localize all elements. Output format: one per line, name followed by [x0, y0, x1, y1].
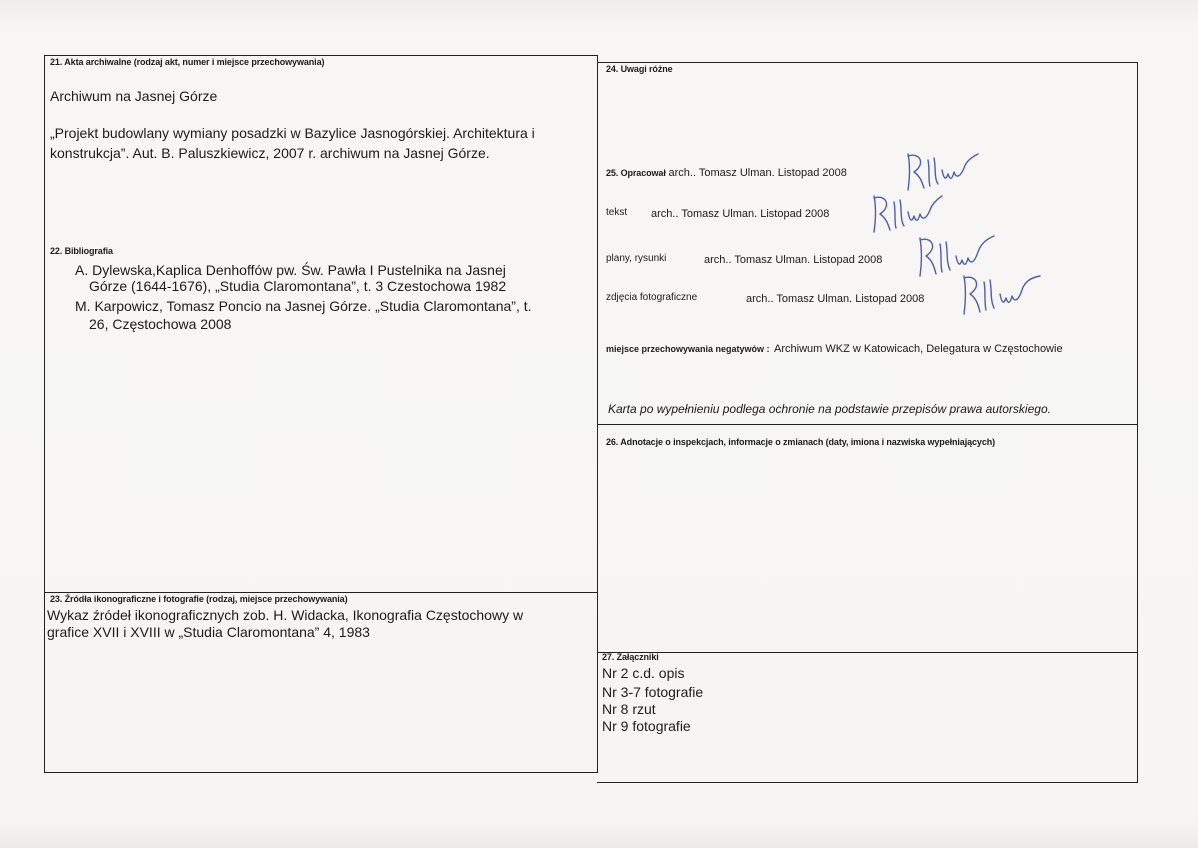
divider-27: [597, 652, 1138, 653]
attachment-item: Nr 8 rzut: [602, 701, 656, 717]
drawings-author-value: arch.. Tomasz Ulman. Listopad 2008: [704, 254, 883, 266]
frame-right: [1137, 62, 1138, 782]
negatives-label: miejsce przechowywania negatywów :: [606, 344, 770, 354]
negatives-row: [606, 339, 1063, 357]
signature-2: [868, 190, 948, 238]
section-24-label: 24. Uwagi różne: [606, 64, 673, 74]
text-author-value: arch.. Tomasz Ulman. Listopad 2008: [651, 208, 830, 220]
section-25-label: 25. Opracował: [606, 168, 666, 178]
prepared-by-row: [606, 167, 847, 179]
section-22-label: 22. Bibliografia: [50, 246, 113, 256]
frame-top-left: [44, 55, 597, 56]
frame-top-right: [597, 62, 1138, 63]
frame-middle: [597, 55, 598, 773]
attachment-item: Nr 9 fotografie: [602, 718, 691, 734]
section-27-label: 27. Załączniki: [602, 652, 659, 662]
signature-4: [958, 270, 1048, 320]
section-21-label: 21. Akta archiwalne (rodzaj akt, numer i miejsce przechowywania): [50, 57, 325, 67]
frame-left: [44, 55, 45, 773]
attachment-item: Nr 2 c.d. opis: [602, 665, 685, 681]
section-23-label: 23. Źródła ikonograficzne i fotografie (rodzaj, miejsce przechowywania): [50, 594, 348, 604]
attachment-item: Nr 3-7 fotografie: [602, 684, 704, 700]
bibliography-item1-line2: Górze (1644-1676), „Studia Claromontana”, t. 3 Czestochowa 1982: [89, 278, 507, 294]
iconography-line2: grafice XVII i XVIII w „Studia Claromontana” 4, 1983: [47, 624, 370, 640]
text-author-label: tekst: [606, 207, 628, 218]
bibliography-item1-line1: A. Dylewska,Kaplica Denhoffów pw. Św. Pawła I Pustelnika na Jasnej: [75, 262, 506, 278]
divider-26: [597, 424, 1138, 425]
iconography-line1: Wykaz źródeł ikonograficznych zob. H. Widacka, Ikonografia Częstochowy w: [47, 607, 524, 623]
prepared-by-value: arch.. Tomasz Ulman. Listopad 2008: [668, 167, 847, 179]
photos-author-label: zdjęcia fotograficzne: [606, 292, 698, 303]
frame-bottom-right: [597, 782, 1138, 783]
divider-23: [44, 592, 597, 593]
drawings-author-label: plany, rysunki: [606, 253, 667, 264]
frame-bottom-left: [44, 772, 597, 773]
bibliography-item2-line2: 26, Częstochowa 2008: [89, 316, 232, 332]
negatives-value: Archiwum WKZ w Katowicach, Delegatura w Częstochowie: [774, 343, 1063, 355]
copyright-note: Karta po wypełnieniu podlega ochronie na podstawie przepisów prawa autorskiego.: [608, 402, 1051, 416]
archive-project-line1: „Projekt budowlany wymiany posadzki w Bazylice Jasnogórskiej. Architektura i: [50, 125, 535, 141]
archive-location: Archiwum na Jasnej Górze: [50, 88, 218, 104]
archive-project-line2: konstrukcja”. Aut. B. Paluszkiewicz, 2007 r. archiwum na Jasnej Górze.: [50, 145, 490, 161]
bibliography-item2-line1: M. Karpowicz, Tomasz Poncio na Jasnej Górze. „Studia Claromontana”, t.: [75, 298, 532, 314]
photos-author-value: arch.. Tomasz Ulman. Listopad 2008: [746, 293, 925, 305]
section-26-label: 26. Adnotacje o inspekcjach, informacje o zmianach (daty, imiona i nazwiska wypełniających): [606, 437, 996, 447]
